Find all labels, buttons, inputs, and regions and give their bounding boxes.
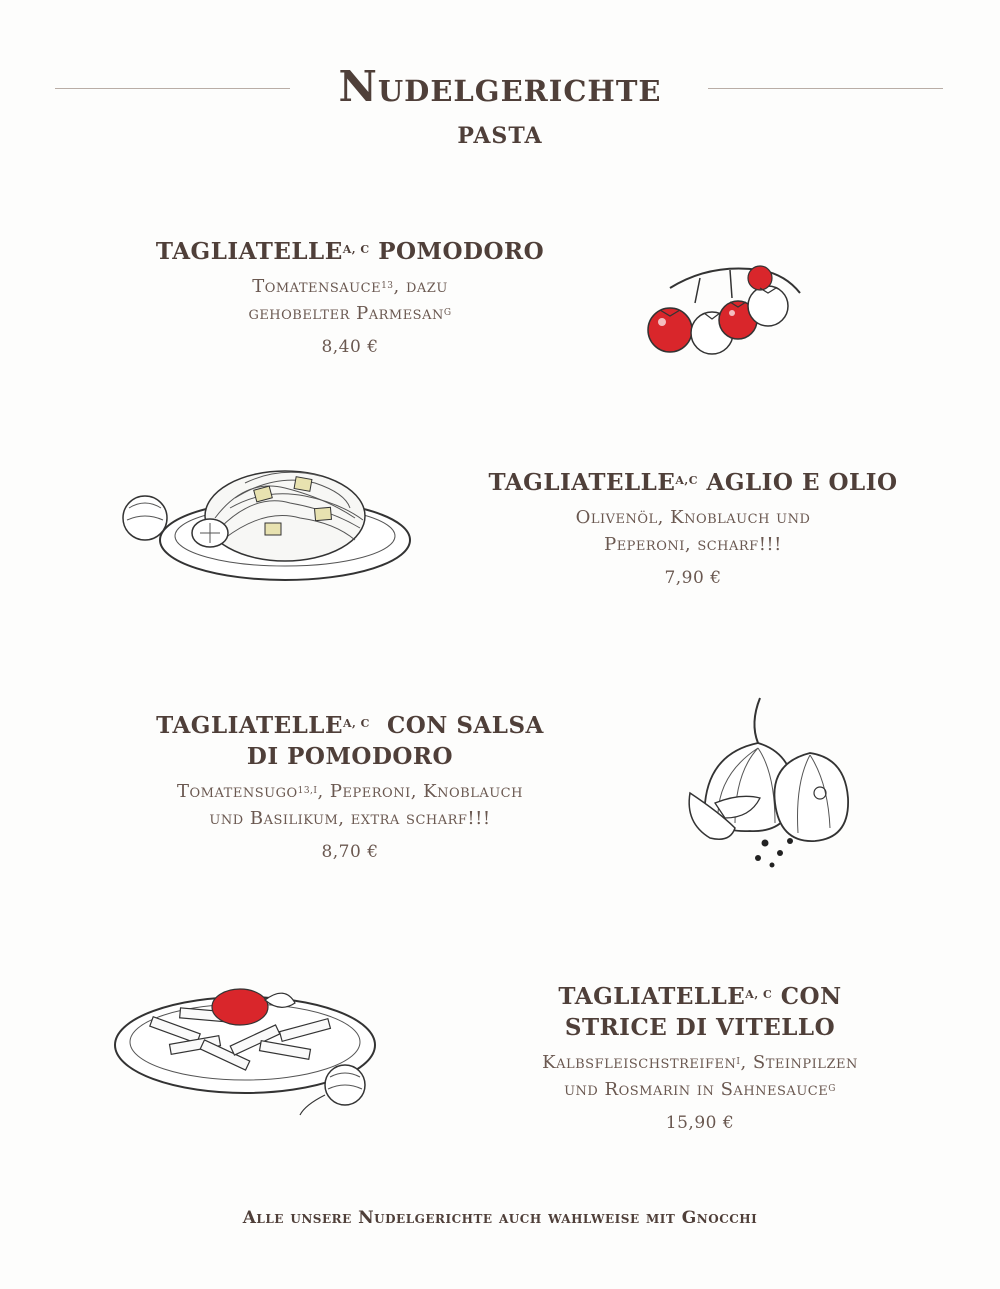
footer-note: Alle unsere Nudelgerichte auch wahlweise mit Gnocchi: [242, 1208, 758, 1228]
allergen-sup: A, C: [342, 243, 370, 256]
dish-description: Kalbsfleischstreifen$^I$, Steinpilzen und Rosmarin in Sahnesauce$^G$: [542, 1052, 858, 1100]
dish-price: 7,90 €: [664, 568, 722, 588]
menu-item-salsa-pomodoro: [110, 710, 590, 862]
dish-price: 8,40 €: [321, 337, 379, 357]
dish-price: 15,90 €: [665, 1113, 735, 1133]
menu-item-aglio-olio: [463, 467, 923, 588]
page-title: Nudelgerichte: [338, 62, 662, 111]
garlic-icon: [680, 693, 855, 873]
allergen-sup: A, C: [342, 717, 370, 730]
menu-item-pomodoro: [120, 236, 580, 357]
dish-name: $TAGLIATELLE^{A, C}$ POMODORO: [155, 238, 545, 265]
dish-name: $TAGLIATELLE^{A,C}$ AGLIO E OLIO: [488, 469, 898, 496]
menu-item-strice-vitello: [435, 981, 965, 1133]
dish-price: 8,70 €: [321, 842, 379, 862]
spaghetti-plate-icon: [115, 448, 415, 588]
dish-description: Tomatensugo$^{13,I}$, Peperoni, Knoblauch und Basilikum, extra scharf!!!: [177, 781, 523, 829]
dish-name: $TAGLIATELLE^{A, C}$ CON STRICE DI VITELLO: [558, 983, 842, 1041]
dish-description: Tomatensauce$^{13}$, dazu gehobelter Parmesan$^G$: [248, 276, 452, 324]
dish-name: $TAGLIATELLE^{A, C}$ CON SALSA DI POMODORO: [156, 712, 544, 770]
penne-plate-icon: [110, 985, 390, 1125]
page-subtitle: PASTA: [457, 123, 543, 149]
allergen-sup: A, C: [745, 988, 773, 1001]
cherry-tomatoes-icon: [640, 258, 810, 358]
allergen-sup: A,C: [675, 474, 698, 487]
dish-description: Olivenöl, Knoblauch und Peperoni, scharf!!!: [575, 507, 811, 555]
